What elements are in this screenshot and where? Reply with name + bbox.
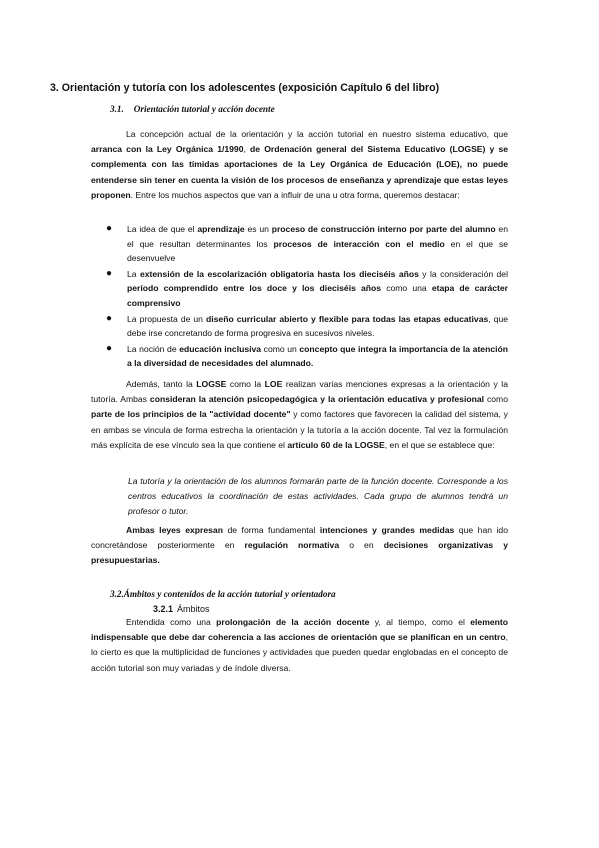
list-item — [91, 312, 508, 341]
text-run: . Entre los muchos aspectos que van a influir de una u otra forma, queremos destacar: — [130, 189, 460, 200]
section-title: Orientación tutorial y acción docente — [133, 104, 275, 114]
bold-run: parte de los principios de la "actividad docente" — [91, 409, 291, 420]
text-run: y como factores que favorecen la calidad del sistema, y en ambas se vincula de forma estrecha la orientación y la tutoría a la acción docente. Tal vez la formulación más explícita de ese vínculo sea la que contiene el — [91, 409, 508, 450]
list-item — [91, 222, 508, 266]
bold-run: diseño curricular abierto y flexible para todas las etapas educativas — [206, 313, 489, 324]
section-heading-3-2: 3.2.Ámbitos y contenidos de la acción tutorial y orientadora — [110, 589, 336, 599]
text-run: en el que se desenvuelve — [127, 238, 509, 264]
bold-run: arranca con la Ley Orgánica 1/1990 — [91, 144, 244, 155]
bold-run: regulación normativa — [244, 540, 340, 551]
list-item — [91, 342, 508, 371]
bullet-icon: ● — [106, 342, 113, 354]
bold-run: decisiones organizativas y presupuestarias. — [91, 540, 508, 566]
text-run: realizan varias menciones expresas a la orientación y la tutoría. Ambas — [91, 379, 508, 405]
list-item — [91, 267, 508, 311]
text-run: que han ido concretándose posteriormente en — [91, 525, 508, 551]
subsection-number: 3.2.1 — [153, 604, 174, 614]
laws-paragraph — [91, 377, 508, 453]
summary-paragraph — [91, 523, 508, 569]
text-run: Además, tanto la — [126, 379, 197, 389]
text-run: es un — [244, 224, 272, 234]
text-run: La concepción actual de la orientación y la acción tutorial en nuestro sistema educativo, que — [126, 129, 508, 139]
text-run: o en — [339, 540, 384, 551]
text-run: La idea de que el — [127, 224, 198, 234]
subsection-heading-3-2-1 — [153, 604, 210, 614]
bold-run: LOGSE — [196, 379, 227, 389]
bold-run: prolongación de la acción docente — [216, 617, 370, 627]
section-number: 3.1. — [110, 104, 124, 114]
text-run: en el que resultan determinantes los — [127, 224, 508, 249]
bold-run: proceso de construcción interno por parte del alumno — [271, 224, 496, 234]
bold-run: consideran la atención psicopedagógica y la orientación educativa y profesional — [149, 394, 485, 405]
text-run: , que debe irse concretando de forma progresiva en sucesivos niveles. — [127, 313, 508, 339]
bold-run: etapa de carácter comprensivo — [127, 283, 509, 308]
bold-run: extensión de la escolarización obligatoria hasta los dieciséis años — [139, 268, 419, 279]
text-run: Entendida como una — [126, 617, 217, 627]
text-run: de forma fundamental — [222, 525, 320, 535]
bold-run: LOE — [264, 379, 283, 389]
text-run: y, al tiempo, como el — [369, 617, 471, 627]
bold-run: aprendizaje — [197, 224, 245, 234]
bold-run: concepto que integra la importancia de la atención a la diversidad de necesidades del alumnado. — [127, 343, 508, 369]
text-run: , en el que se establece que: — [384, 439, 495, 450]
bold-run: artículo 60 de la LOGSE — [287, 439, 385, 450]
bullet-icon: ● — [106, 312, 113, 324]
bold-run: elemento indispensable que debe dar coherencia a las acciones de orientación que se planifican en un centro — [91, 617, 508, 643]
text-run: La propuesta de un — [127, 313, 206, 324]
bullet-list — [91, 222, 508, 372]
text-run: como la — [226, 379, 265, 389]
text-run: La — [127, 268, 140, 279]
quoted-article: La tutoría y la orientación de los alumnos formarán parte de la función docente. Corresponde a los centros educativos la coordinación de estas actividades. Cada grupo de alumnos tendrá un profesor o tutor. — [128, 476, 508, 517]
bullet-icon: ● — [106, 223, 113, 234]
section-heading-3-1 — [110, 104, 275, 114]
text-run: La noción de — [127, 343, 180, 354]
bold-run: período comprendido entre los doce y los dieciséis años — [127, 283, 382, 294]
text-run: como — [484, 394, 508, 405]
bold-run: procesos de interacción con el medio — [273, 238, 445, 249]
text-run: , lo cierto es que la multiplicidad de funciones y actividades que pueden quedar englobadas en el concepto de acción tutorial son muy variadas y de índole diversa. — [91, 632, 508, 673]
scope-paragraph — [91, 615, 508, 676]
chapter-heading: 3. Orientación y tutoría con los adolescentes (exposición Capítulo 6 del libro) — [50, 82, 440, 94]
subsection-title: Ámbitos — [177, 604, 210, 614]
text-run: y la consideración del — [418, 268, 508, 279]
bold-run: educación inclusiva — [179, 343, 262, 354]
text-run: como una — [381, 283, 432, 294]
bold-run: Ambas leyes expresan — [126, 525, 223, 535]
text-run: como un — [261, 343, 300, 354]
text-run: , — [243, 144, 251, 155]
bold-run: intenciones y grandes medidas — [319, 525, 455, 535]
intro-paragraph — [91, 127, 508, 203]
bullet-icon: ● — [106, 267, 113, 279]
bold-run: de Ordenación general del Sistema Educativo (LOGSE) y se complementa con las tímidas aportaciones de la Ley Orgánica de Educación (LOE), no puede entenderse sin tener en cuenta la visión de los procesos de enseñanza y aprendizaje que estas leyes proponen — [91, 144, 509, 200]
